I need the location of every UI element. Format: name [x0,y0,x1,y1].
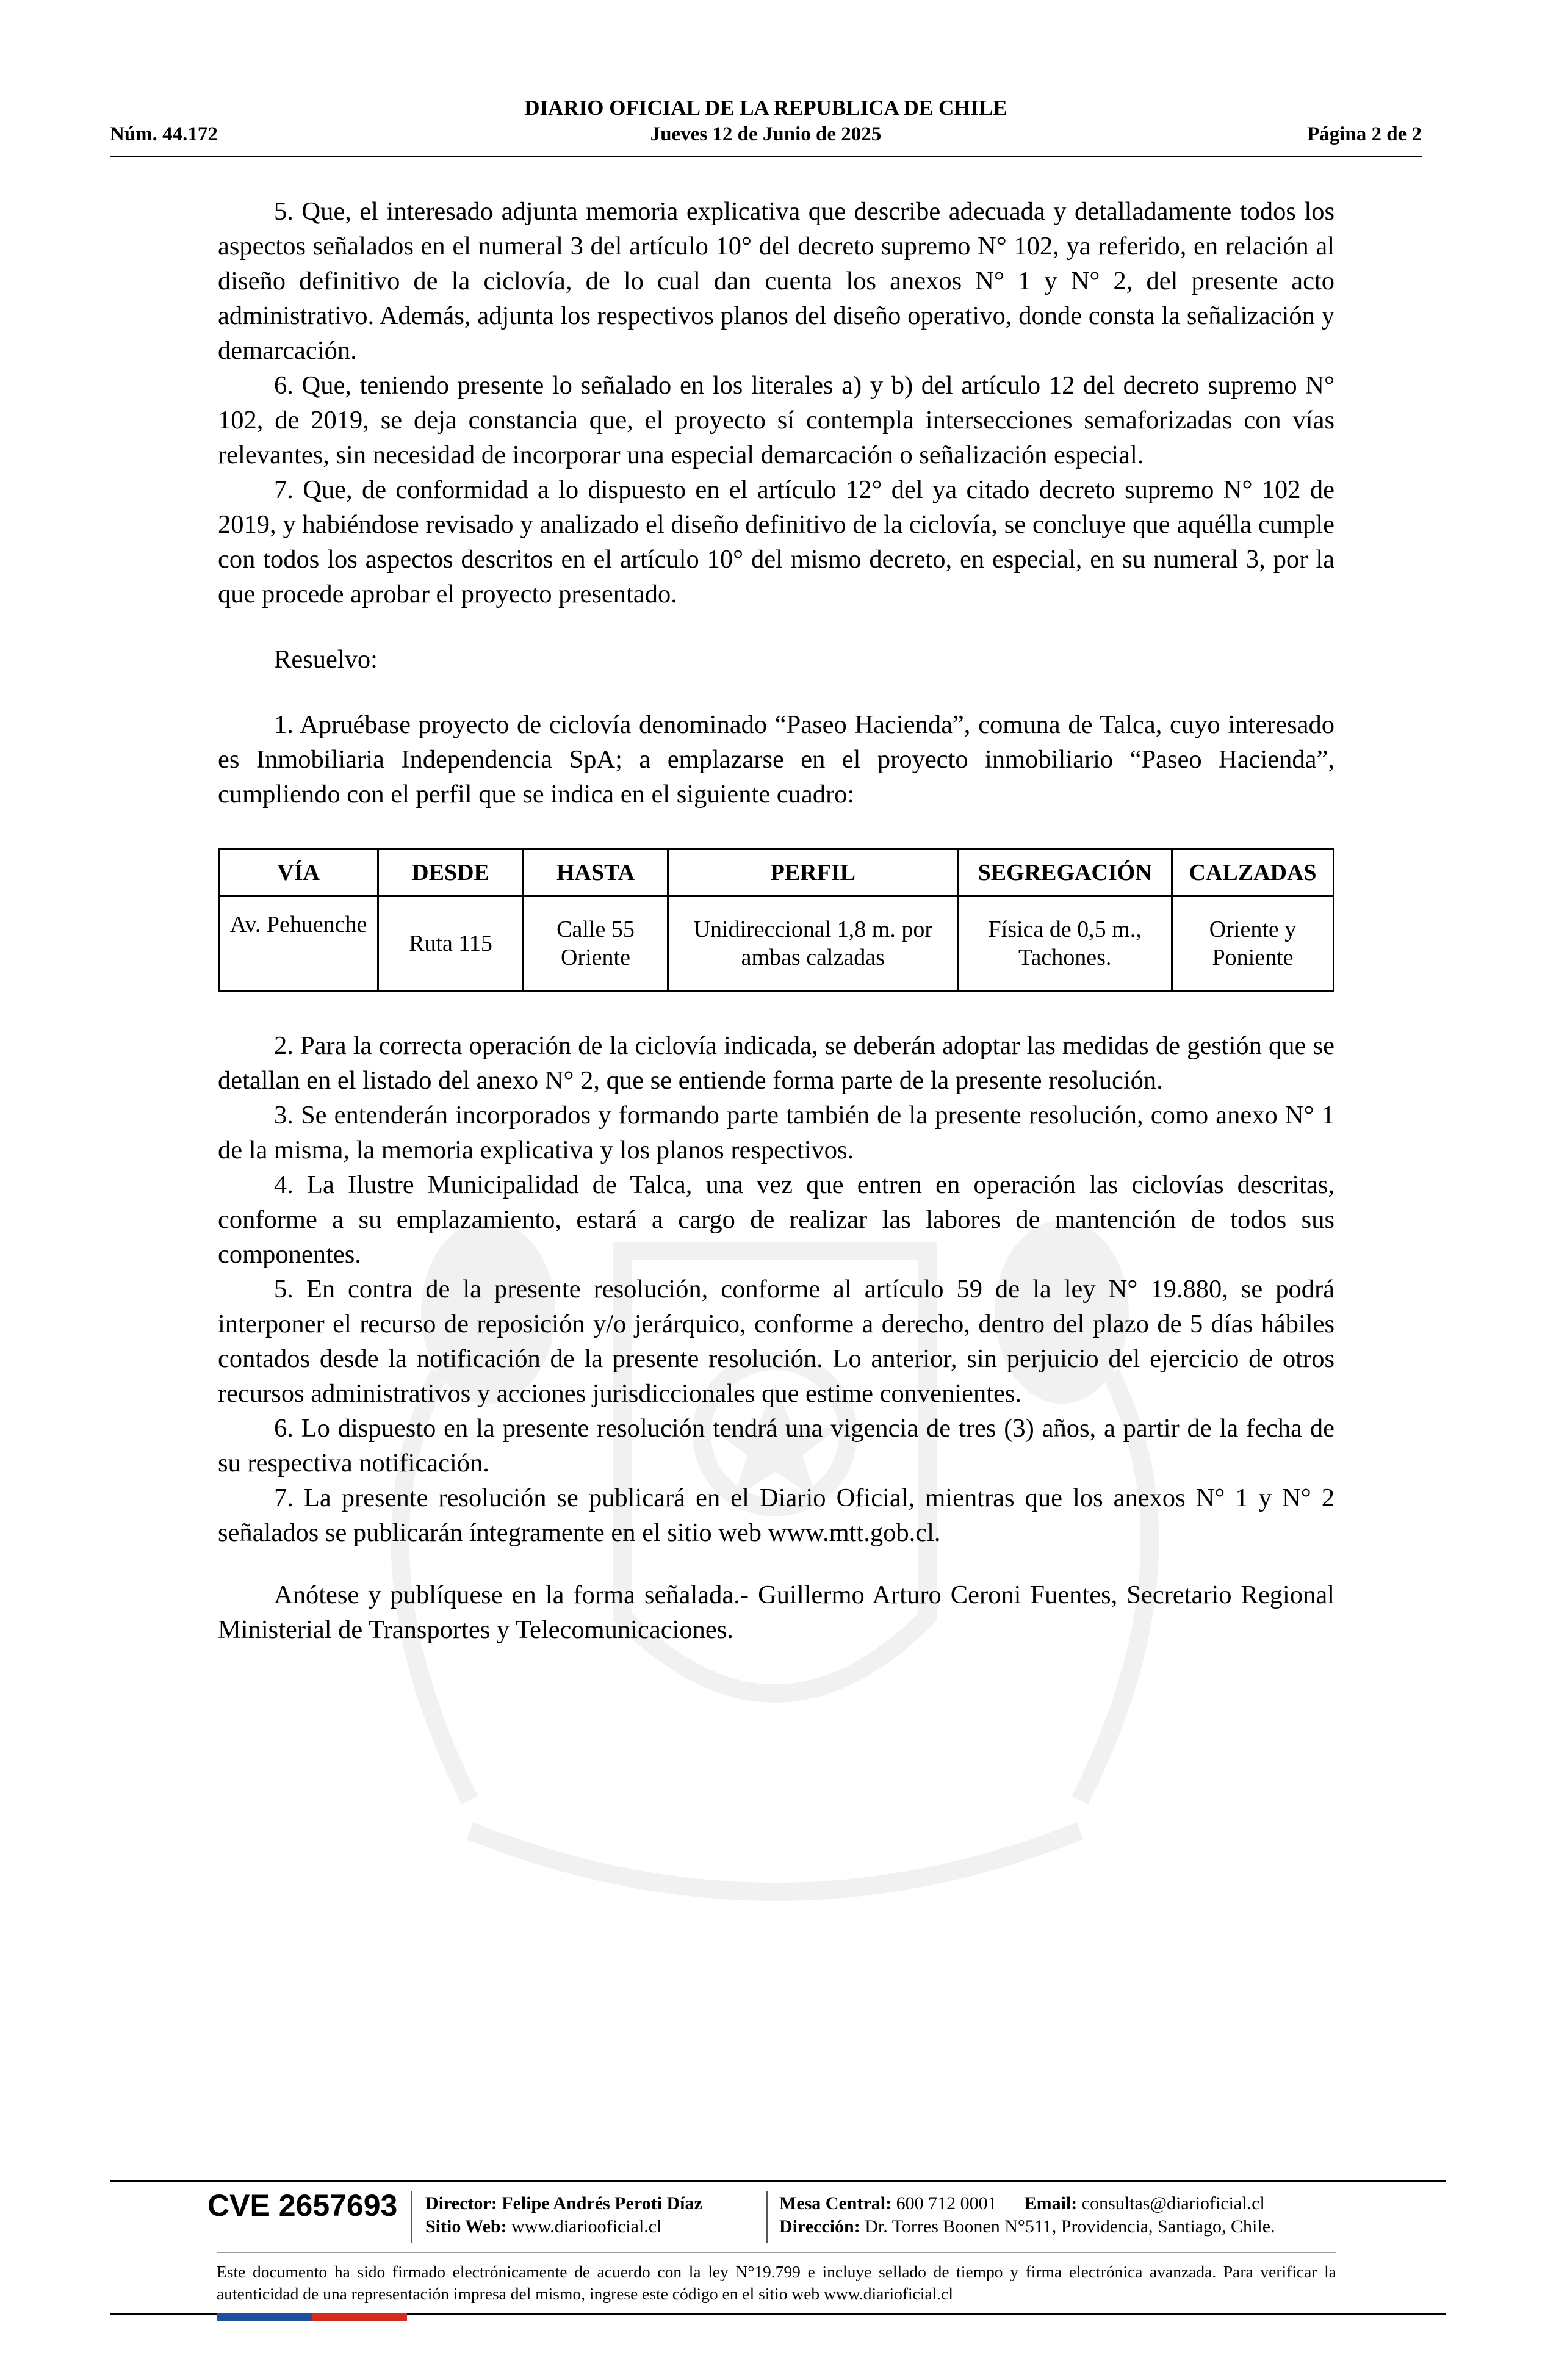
legal-notice: Este documento ha sido firmado electrónicamente de acuerdo con la ley N°19.799 e incluye sellado de tiempo y firma electrónica avanzada. Para verificar la autenticidad de una representación impresa del mismo, ingrese este código en el sitio web www.diarioficial.cl [217,2262,1336,2303]
site-line [425,2215,702,2238]
cell-perfil [668,896,958,991]
cell-calzadas-line-1: Oriente y [1209,917,1297,942]
col-header-perfil: PERFIL [668,849,958,896]
resolution-5: 5. En contra de la presente resolución, conforme al artículo 59 de la ley N° 19.880, se podrá interponer el recurso de reposición y/o jerárquico, conforme a derecho, dentro del plazo de 5 días hábiles contados desde la notificación de la presente resolución. Lo anterior, sin perjuicio del ejercicio de otros recursos administrativos y acciones jurisdiccionales que estime convenientes. [218,1275,1334,1408]
resolution-7: 7. La presente resolución se publicará en el Diario Oficial, mientras que los anexos N° 1 y N° 2 señalados se publicarán íntegramente en el sitio web www.mtt.gob.cl. [218,1484,1334,1547]
cell-calzadas [1172,896,1334,991]
cve-code: CVE 2657693 [207,2188,398,2223]
cell-perfil-line-1: Unidireccional 1,8 m. por [693,917,933,942]
col-header-via: VÍA [219,849,378,896]
address-value: Dr. Torres Boonen N°511, Providencia, Santiago, Chile. [865,2216,1275,2237]
considerando-5: 5. Que, el interesado adjunta memoria explicativa que describe adecuada y detalladamente todos los aspectos señalados en el numeral 3 del artículo 10° del decreto supremo N° 102, ya referido, en relación al diseño definitivo de la ciclovía, de lo cual dan cuenta los anexos N° 1 y N° 2, del presente acto administrativo. Además, adjunta los respectivos planos del diseño operativo, donde consta la señalización y demarcación. [218,197,1334,365]
contact-info [779,2192,1275,2238]
contact-line [779,2192,1275,2215]
email-label: Email: [1024,2193,1078,2213]
col-header-segregacion: SEGREGACIÓN [958,849,1172,896]
cell-via: Av. Pehuenche [219,896,378,991]
resolution-6: 6. Lo dispuesto en la presente resolución tendrá una vigencia de tres (3) años, a partir de la fecha de su respectiva notificación. [218,1414,1334,1477]
cell-segregacion [958,896,1172,991]
flag-stripe-blue [217,2313,312,2321]
footer-mid-rule [217,2252,1336,2253]
mesa-label: Mesa Central: [779,2193,892,2213]
cell-calzadas-line-2: Poniente [1212,945,1294,970]
considerando-6: 6. Que, teniendo presente lo señalado en los literales a) y b) del artículo 12 del decreto supremo N° 102, de 2019, se deja constancia que, el proyecto sí contempla intersecciones semaforizadas con vías relevantes, sin necesidad de incorporar una especial demarcación o señalización especial. [218,371,1334,469]
col-header-calzadas: CALZADAS [1172,849,1334,896]
site-link[interactable]: www.diariooficial.cl [511,2216,662,2237]
table-row [219,896,1334,991]
director-value: Felipe Andrés Peroti Díaz [502,2193,702,2213]
resolution-1: 1. Apruébase proyecto de ciclovía denominado “Paseo Hacienda”, comuna de Talca, cuyo interesado es Inmobiliaria Independencia SpA; a emplazarse en el proyecto inmobiliario “Paseo Hacienda”, cumpliendo con el perfil que se indica en el siguiente cuadro: [218,710,1334,809]
director-info [425,2192,702,2238]
cell-segregacion-line-2: Tachones. [1018,945,1112,970]
address-line [779,2215,1275,2238]
flag-stripe-red [312,2313,407,2321]
footer-separator [766,2191,768,2243]
issue-date: Jueves 12 de Junio de 2025 [650,123,882,145]
page-number: Página 2 de 2 [1307,123,1422,145]
cell-hasta [523,896,668,991]
document-body [218,194,1334,1647]
closing-signature: Anótese y publíquese en la forma señalada.- Guillermo Arturo Ceroni Fuentes, Secretario Regional Ministerial de Transportes y Telecomunicaciones. [218,1581,1334,1644]
email-link[interactable]: consultas@diarioficial.cl [1081,2193,1265,2213]
page-header [110,95,1422,157]
footer-top-rule [110,2180,1446,2182]
resolution-3: 3. Se entenderán incorporados y formando parte también de la presente resolución, como anexo N° 1 de la misma, la memoria explicativa y los planos respectivos. [218,1101,1334,1164]
cell-hasta-line-1: Calle 55 [556,917,635,942]
cell-hasta-line-2: Oriente [561,945,630,970]
col-header-hasta: HASTA [523,849,668,896]
table-header-row [219,849,1334,896]
cell-perfil-line-2: ambas calzadas [741,945,885,970]
director-line [425,2192,702,2215]
considerando-7: 7. Que, de conformidad a lo dispuesto en el artículo 12° del ya citado decreto supremo N° 102 de 2019, y habiéndose revisado y analizado el diseño definitivo de la ciclovía, se concluye que aquélla cumple con todos los aspectos descritos en el artículo 10° del mismo decreto, en especial, en su numeral 3, por la que procede aprobar el proyecto presentado. [218,475,1334,608]
issue-number: Núm. 44.172 [110,123,218,145]
resuelvo-heading: Resuelvo: [274,645,378,674]
col-header-desde: DESDE [378,849,524,896]
resolution-2: 2. Para la correcta operación de la ciclovía indicada, se deberán adoptar las medidas de gestión que se detallan en el listado del anexo N° 2, que se entiende forma parte de la presente resolución. [218,1031,1334,1095]
cell-desde: Ruta 115 [378,896,524,991]
cycleway-profile-table [218,848,1334,992]
director-label: Director: [425,2193,497,2213]
mesa-value: 600 712 0001 [896,2193,997,2213]
publication-title: DIARIO OFICIAL DE LA REPUBLICA DE CHILE [524,96,1007,120]
site-label: Sitio Web: [425,2216,507,2237]
footer-separator [411,2191,412,2243]
address-label: Dirección: [779,2216,860,2237]
cell-segregacion-line-1: Física de 0,5 m., [988,917,1142,942]
resolution-4: 4. La Ilustre Municipalidad de Talca, una vez que entren en operación las ciclovías descritas, conforme a su emplazamiento, estará a cargo de realizar las labores de mantención de todos sus componentes. [218,1170,1334,1269]
